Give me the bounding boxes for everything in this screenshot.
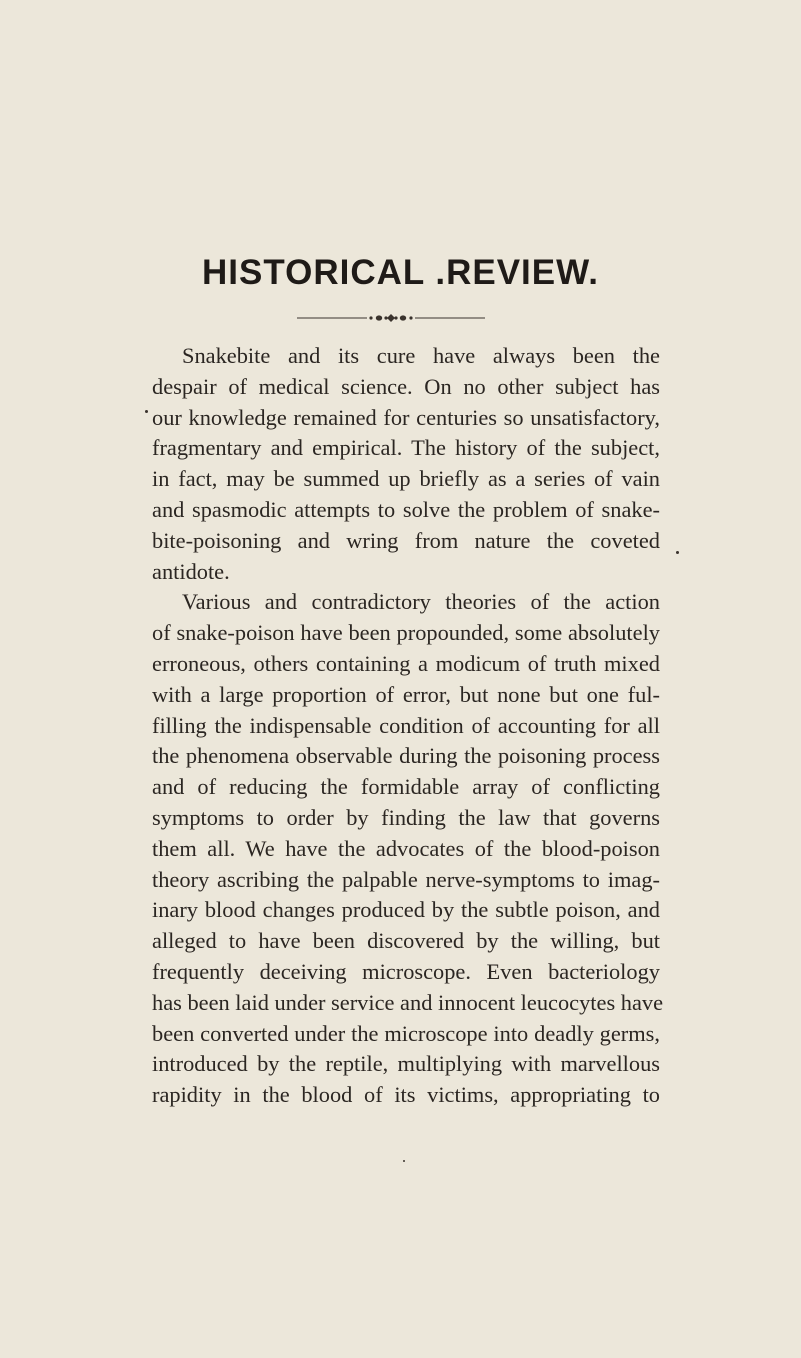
text-line: Snakebite and its cure have always been the [182,343,660,368]
paper-speck [403,1160,405,1162]
text-line: been converted under the microscope into deadly germs, [152,1020,660,1046]
text-line: the phenomena observable during the poisoning process [152,743,660,769]
text-line: alleged to have been discovered by the willing, but [152,928,660,954]
text-line: has been laid under service and innocent leucocytes have [152,989,664,1015]
paper-speck [145,410,148,413]
paragraph-2 [152,587,664,1111]
body-text [152,341,664,1111]
text-line: erroneous, others containing a modicum of truth mixed [152,650,660,676]
text-line: and of reducing the formidable array of conflicting [152,774,660,800]
text-line: inary blood changes produced by the subtle poison, and [152,897,660,923]
text-line: them all. We have the advocates of the blood-poison [152,835,660,861]
text-line: and spasmodic attempts to solve the problem of snake- [152,496,660,522]
text-line: our knowledge remained for centuries so unsatisfactory, [152,404,660,430]
chapter-heading: HISTORICAL .REVIEW. [202,253,599,292]
text-line: of snake-poison have been propounded, some absolutely [152,620,660,646]
text-line: bite-poisoning and wring from nature the coveted [152,527,660,553]
text-line: introduced by the reptile, multiplying with marvellous [152,1051,660,1077]
ornament-divider-icon [297,313,485,323]
text-line: filling the indispensable condition of accounting for all [152,712,660,738]
paragraph-1 [152,341,660,587]
text-line: despair of medical science. On no other subject has [152,373,660,399]
text-line: Various and contradictory theories of the action [182,589,660,615]
text-line: fragmentary and empirical. The history of the subject, [152,435,660,461]
text-line: rapidity in the blood of its victims, appropriating to [152,1082,660,1108]
text-line: with a large proportion of error, but none but one ful- [152,681,660,707]
text-line: frequently deceiving microscope. Even bacteriology [152,958,660,984]
text-line: antidote. [152,558,230,584]
paper-speck [676,551,679,554]
text-line: symptoms to order by finding the law that governs [152,804,660,830]
text-line: in fact, may be summed up briefly as a series of vain [152,466,660,492]
text-line: theory ascribing the palpable nerve-symptoms to imag- [152,866,660,892]
